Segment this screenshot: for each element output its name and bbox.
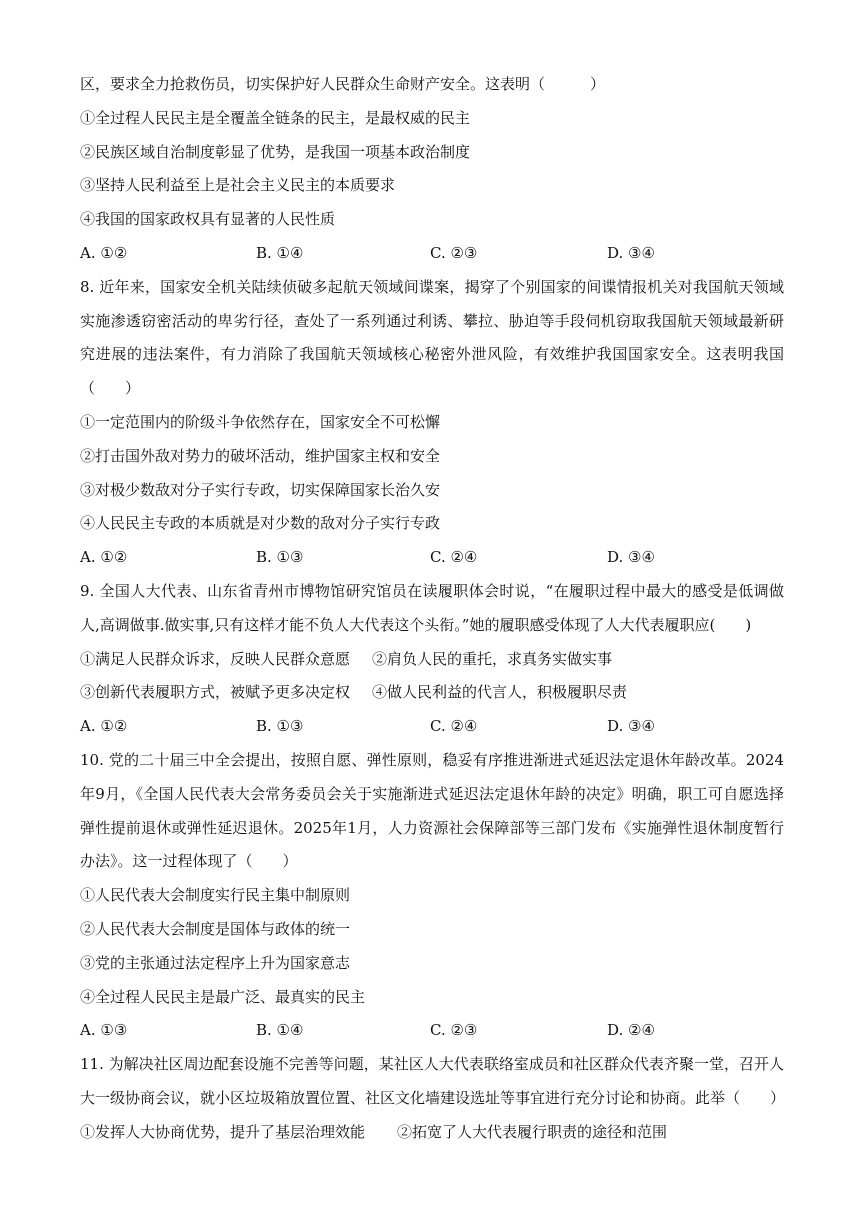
q9-option-b: B. ①③ (256, 717, 304, 736)
q9-option-d: D. ③④ (607, 717, 655, 736)
q11-item-2: ②拓宽了人大代表履行职责的途径和范围 (397, 1122, 668, 1141)
q10-option-c: C. ②③ (430, 1021, 478, 1040)
q10-options (80, 1014, 784, 1048)
q9-item-1: ①满足人民群众诉求，反映人民群众意愿 (80, 649, 351, 668)
q10-option-d: D. ②④ (607, 1021, 655, 1040)
q10-item-2: ②人民代表大会制度是国体与政体的统一 (80, 919, 351, 938)
q8-stem: 8. 近年来，国家安全机关陆续侦破多起航天领域间谍案，揭穿了个别国家的间谍情报机关对我国航天领域实施渗透窃密活动的卑劣行径，查处了一系列通过利诱、攀拉、胁迫等手段伺机窃取我国航天领域最新研究进展的违法案件，有力消除了我国航天领域核心秘密外泄风险，有效维护我国国家安全。这表明我国（ ） (80, 277, 784, 398)
q8-item-1: ①一定范围内的阶级斗争依然存在，国家安全不可松懈 (80, 412, 441, 431)
q7-options (80, 237, 784, 271)
q9-item-3: ③创新代表履职方式，被赋予更多决定权 (80, 683, 351, 702)
q10-option-a: A. ①③ (80, 1021, 128, 1040)
q8-item-3: ③对极少数敌对分子实行专政，切实保障国家长治久安 (80, 480, 441, 499)
q7-option-c: C. ②③ (430, 243, 478, 262)
exam-page (80, 68, 784, 1150)
q9-item-2: ②肩负人民的重托，求真务实做实事 (372, 649, 613, 668)
q8-item-2: ②打击国外敌对势力的破坏活动，维护国家主权和安全 (80, 446, 441, 465)
q9-option-c: C. ②④ (430, 717, 478, 736)
q8-option-d: D. ③④ (607, 548, 655, 567)
q10-item-4: ④全过程人民民主是最广泛、最真实的民主 (80, 987, 366, 1006)
q8-options (80, 541, 784, 575)
q11-items-row-1 (80, 1116, 784, 1150)
q9-stem: 9. 全国人大代表、山东省青州市博物馆研究馆员在读履职体会时说，“在履职过程中最大的感受是低调做人,高调做事.做实事,只有这样才能不负人大代表这个头衔。”她的履职感受体现了人大代表履职应( ) (80, 581, 784, 634)
q7-option-d: D. ③④ (607, 243, 655, 262)
q9-item-4: ④做人民利益的代言人，积极履职尽责 (372, 683, 628, 702)
q7-stem-tail: 区，要求全力抢救伤员，切实保护好人民群众生命财产安全。这表明（ ） (80, 75, 606, 93)
q7-item-1: ①全过程人民民主是全覆盖全链条的民主，是最权威的民主 (80, 108, 471, 127)
q8-option-a: A. ①② (80, 548, 128, 567)
q7-item-3: ③坚持人民利益至上是社会主义民主的本质要求 (80, 176, 396, 195)
q7-item-4: ④我国的国家政权具有显著的人民性质 (80, 210, 336, 229)
q10-option-b: B. ①④ (256, 1021, 304, 1040)
q8-option-c: C. ②④ (430, 548, 478, 567)
q9-options (80, 710, 784, 744)
q9-items-row-2 (80, 676, 784, 710)
q7-option-a: A. ①② (80, 243, 128, 262)
q9-items-row-1 (80, 643, 784, 677)
q11-item-1: ①发挥人大协商优势，提升了基层治理效能 (80, 1122, 366, 1141)
q8-option-b: B. ①③ (256, 548, 304, 567)
q7-option-b: B. ①④ (256, 243, 304, 262)
q11-stem: 11. 为解决社区周边配套设施不完善等问题，某社区人大代表联络室成员和社区群众代表齐聚一堂，召开人大一级协商会议，就小区垃圾箱放置位置、社区文化墙建设选址等事宜进行充分讨论和协商。此举（ ） (80, 1055, 786, 1107)
q10-item-3: ③党的主张通过法定程序上升为国家意志 (80, 953, 351, 972)
q7-item-2: ②民族区域自治制度彰显了优势，是我国一项基本政治制度 (80, 142, 471, 161)
q10-stem: 10. 党的二十届三中全会提出，按照自愿、弹性原则，稳妥有序推进渐进式延迟法定退休年龄改革。2024年9月，《全国人民代表大会常务委员会关于实施渐进式延迟法定退休年龄的决定》明确，职工可自愿选择弹性提前退休或弹性延迟退休。2025年1月，人力资源社会保障部等三部门发布《实施弹性退休制度暂行办法》。这一过程体现了（ ） (80, 750, 784, 871)
q8-item-4: ④人民民主专政的本质就是对少数的敌对分子实行专政 (80, 514, 441, 533)
q9-option-a: A. ①② (80, 717, 128, 736)
q10-item-1: ①人民代表大会制度实行民主集中制原则 (80, 886, 351, 905)
